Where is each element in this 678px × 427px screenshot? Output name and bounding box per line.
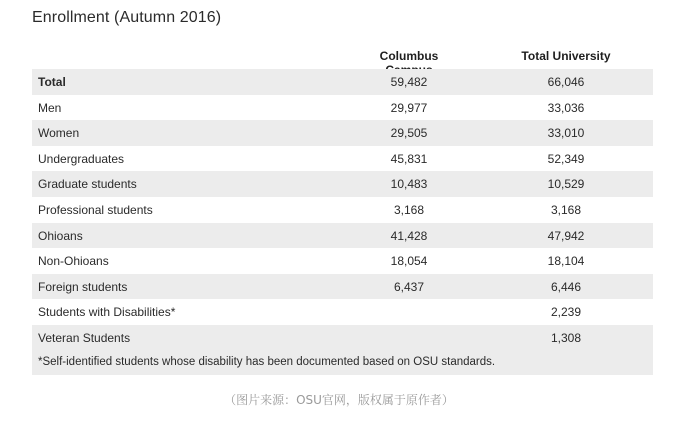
total-university-value: 18,104 xyxy=(547,254,585,269)
page-title: Enrollment (Autumn 2016) xyxy=(32,9,222,26)
columbus-campus-value: 29,505 xyxy=(390,126,428,141)
table-row xyxy=(32,95,653,121)
row-label: Undergraduates xyxy=(38,151,125,166)
row-label: Veteran Students xyxy=(38,330,131,345)
columbus-campus-value: 10,483 xyxy=(390,177,428,192)
columbus-campus-value: 45,831 xyxy=(390,151,428,166)
table-footnote xyxy=(32,351,653,375)
columbus-campus-value: 3,168 xyxy=(393,202,425,217)
table-row xyxy=(32,223,653,249)
table-row xyxy=(32,146,653,172)
table-row xyxy=(32,274,653,300)
table-row xyxy=(32,120,653,146)
row-label: Foreign students xyxy=(38,279,128,294)
image-source-caption: （图片来源：OSU官网，版权属于原作者） xyxy=(224,393,454,407)
columbus-campus-value: 29,977 xyxy=(390,100,428,115)
footnote-text: *Self-identified students whose disability has been documented based on OSU standards. xyxy=(38,355,496,368)
total-university-value: 3,168 xyxy=(550,202,582,217)
table-header-row xyxy=(32,44,653,69)
columbus-campus-value: 18,054 xyxy=(390,254,428,269)
table-row xyxy=(32,248,653,274)
columbus-campus-value: 59,482 xyxy=(390,75,428,89)
table-row xyxy=(32,299,653,325)
table-row xyxy=(32,171,653,197)
table-row xyxy=(32,325,653,351)
column-header-columbus-campus: Columbus xyxy=(379,49,439,63)
total-university-value: 33,036 xyxy=(547,100,585,115)
row-label: Men xyxy=(38,100,62,115)
table-row xyxy=(32,69,653,95)
total-university-value: 10,529 xyxy=(547,177,585,192)
total-university-value: 6,446 xyxy=(550,279,582,294)
total-university-value: 2,239 xyxy=(550,305,582,320)
total-university-value: 66,046 xyxy=(547,75,585,89)
columbus-campus-value: 6,437 xyxy=(393,279,425,294)
row-label: Total xyxy=(38,75,66,89)
total-university-value: 33,010 xyxy=(547,126,585,141)
row-label: Professional students xyxy=(38,202,153,217)
total-university-value: 47,942 xyxy=(547,228,585,243)
enrollment-table xyxy=(32,44,653,375)
columbus-campus-value: 41,428 xyxy=(390,228,428,243)
row-label: Women xyxy=(38,126,80,141)
row-label: Ohioans xyxy=(38,228,83,243)
column-header-total-university: Total University xyxy=(521,49,611,63)
row-label: Graduate students xyxy=(38,177,137,192)
total-university-value: 52,349 xyxy=(547,151,585,166)
row-label: Students with Disabilities* xyxy=(38,305,176,320)
table-row xyxy=(32,197,653,223)
row-label: Non-Ohioans xyxy=(38,254,109,269)
total-university-value: 1,308 xyxy=(550,330,582,345)
